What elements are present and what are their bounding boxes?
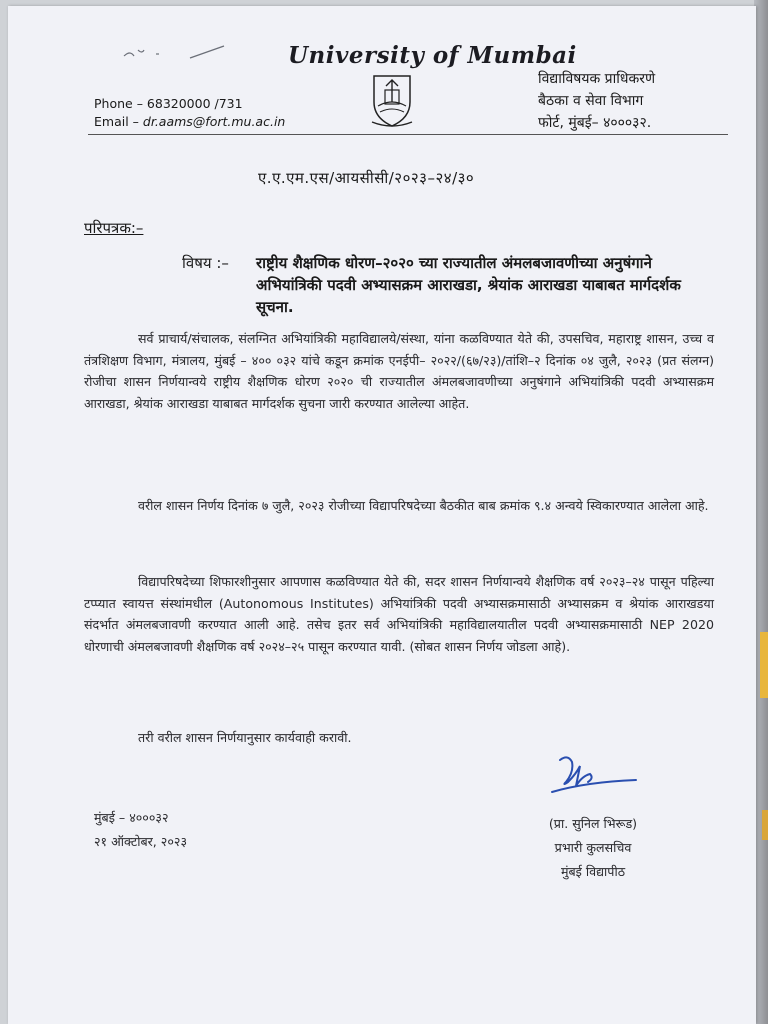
page-tab-marker	[762, 810, 768, 840]
body-paragraph: तरी वरील शासन निर्णयानुसार कार्यवाही करावी.	[138, 730, 352, 745]
authority-line: विद्याविषयक प्राधिकरणे	[538, 71, 656, 87]
page-tab-marker	[760, 632, 768, 698]
contact-block	[94, 95, 285, 131]
phone-line	[94, 95, 285, 113]
university-crest-icon	[370, 72, 414, 128]
issue-date: २१ ऑक्टोबर, २०२३	[94, 834, 187, 849]
email-line	[94, 113, 285, 131]
place-date-block	[94, 806, 187, 854]
signatory-name: (प्रा. सुनिल भिरूड)	[548, 816, 638, 831]
department-address	[538, 68, 655, 134]
phone-value: 68320000 /731	[146, 96, 243, 111]
scan-edge	[754, 0, 768, 1024]
subject-block	[182, 252, 702, 318]
circular-label: परिपत्रक:–	[84, 219, 144, 237]
reference-number: ए.ए.एम.एस/आयसीसी/२०२३–२४/३०	[258, 169, 475, 187]
subject-text: राष्ट्रीय शैक्षणिक धोरण–२०२० च्या राज्यातील अंमलबजावणीच्या अनुषंगाने अभियांत्रिकी पदवी अभ्यासक्रम आराखडा, श्रेयांक आराखडा याबाबत मार्गदर्शक सूचना.	[256, 254, 681, 316]
body-paragraph: सर्व प्राचार्य/संचालक, संलग्नित अभियांत्रिकी महाविद्यालये/संस्था, यांना कळविण्यात येते की, उपसचिव, महाराष्ट्र शासन, उच्च व तंत्रशिक्षण विभाग, मंत्रालय, मुंबई – ४०० ०३२ यांचे कडून क्रमांक एनईपी– २०२२/(६७/२३)/तांशि–२ दिनांक ०४ जुलै, २०२३ (प्रत संलग्न) रोजीचा शासन निर्णयान्वये राष्ट्रीय शैक्षणिक धोरण २०२० ची राज्यातील अंमलबजावणीच्या अनुषंगाने अभियांत्रिकी पदवी अभ्यासक्रम आराखडा, श्रेयांक आराखडा याबाबत मार्गदर्शक सुचना जारी करण्यात आलेल्या आहेत.	[84, 331, 714, 411]
signatory-org: मुंबई विद्यापीठ	[560, 864, 626, 879]
email-label: Email –	[94, 114, 143, 129]
body-paragraph: विद्यापरिषदेच्या शिफारशीनुसार आपणास कळविण्यात येते की, सदर शासन निर्णयान्वये शैक्षणिक वर्ष २०२३–२४ पासून पहिल्या टप्प्यात स्वायत्त संस्थांमधील (Autonomous Institutes) अभियांत्रिकी पदवी अभ्यासक्रमासाठी अभ्यासक्रम व श्रेयांक आराखडया संदर्भात अंमलबजावणी करण्यात आली आहे. तसेच इतर सर्व अभियांत्रिकी महाविद्यालयातील पदवी अभ्यासक्रमासाठी NEP 2020 धोरणाची अंमलबजावणी शैक्षणिक वर्ष २०२४–२५ पासून करण्यात यावी. (सोबत शासन निर्णय जोडला आहे).	[84, 574, 714, 654]
place: मुंबई – ४०००३२	[94, 810, 169, 825]
subject-label: विषय :–	[182, 254, 229, 272]
authority-line: फोर्ट, मुंबई– ४०००३२.	[538, 115, 652, 131]
document-page	[8, 6, 756, 1024]
university-name: University of Mumbai	[288, 42, 577, 69]
signatory-title: प्रभारी कुलसचिव	[554, 840, 632, 855]
phone-label: Phone –	[94, 96, 147, 111]
pen-mark	[120, 42, 230, 66]
email-value: dr.aams@fort.mu.ac.in	[142, 114, 286, 129]
authority-line: बैठका व सेवा विभाग	[538, 93, 644, 109]
signature-icon	[546, 752, 642, 798]
header-divider	[88, 134, 728, 135]
body-paragraph: वरील शासन निर्णय दिनांक ७ जुलै, २०२३ रोजीच्या विद्यापरिषदेच्या बैठकीत बाब क्रमांक ९.४ अन्वये स्विकारण्यात आलेला आहे.	[138, 498, 709, 513]
signatory-block	[518, 812, 668, 884]
